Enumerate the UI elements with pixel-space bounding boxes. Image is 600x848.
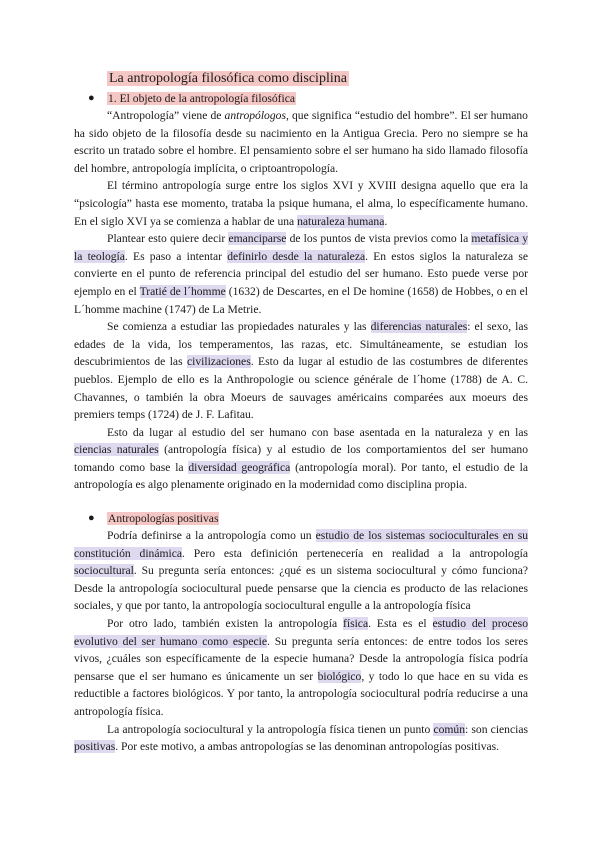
text-run: . Es paso a intentar — [124, 249, 228, 263]
text-run: , y todo lo que hace en su vida es reductible a factores biológicos. Y por tanto, la antropología sociocultural podría reducirse a una antropología física. — [74, 669, 528, 718]
text-run: . Esta es el — [368, 617, 433, 631]
text-run: Esto da lugar al estudio del ser humano con base asentada en la naturaleza y en las — [107, 425, 528, 439]
highlighted-text: emanciparse — [228, 232, 287, 246]
highlighted-text: civilizaciones — [186, 355, 251, 369]
text-run: , que significa “estudio del hombre”. El ser humano ha sido objeto de la filosofía desde su nacimiento en la Antigua Grecia. Pero no siempre se ha escrito un tratado sobre el hombre. El pensamiento sobre el ser humano ha sido llamado filosofía del hombre, antropología implícita, o criptoantropología. — [74, 109, 528, 175]
highlighted-text: Tratié de l´homme — [139, 284, 226, 298]
paragraph — [74, 721, 528, 756]
bullet-icon: ● — [88, 512, 95, 525]
text-run: . En estos siglos la naturaleza se convierte en el punto de referencia principal del estudio del ser humano. Esto puede verse por ejemplo en el — [74, 249, 528, 298]
text-run: “Antropología” viene de — [107, 109, 225, 122]
text-run: . — [384, 214, 388, 228]
highlighted-text: ciencias naturales — [74, 443, 159, 457]
highlighted-text: naturaleza humana — [297, 214, 385, 228]
text-run: Por otro lado, también existen la antropología — [107, 617, 343, 631]
highlighted-text: definirlo desde la naturaleza — [227, 249, 366, 263]
text-run: : son ciencias — [465, 722, 529, 736]
section-heading-text: Antropologías positivas — [108, 512, 219, 526]
text-run: . Pero esta definición pertenecería en realidad a la antropología — [182, 546, 528, 560]
text-run: . Esto da lugar al estudio de las costumbres de diferentes pueblos. Ejemplo de ello es la Anthropologie ou science générale de l´home (1788) de A. C. Chavannes, o también la obra Moeurs de sauvages américains comparées aux moeurs des premiers temps (1724) de J. F. Lafitau. — [74, 355, 528, 422]
highlighted-text: estudio del proceso evolutivo del ser humano como especie — [74, 617, 528, 648]
section-gap — [74, 494, 528, 508]
paragraph — [74, 424, 528, 494]
paragraph — [74, 230, 528, 318]
paragraph — [74, 177, 528, 230]
text-run: Se comienza a estudiar las propiedades naturales y las — [107, 320, 371, 334]
text-run: La antropología sociocultural y la antropología física tienen un punto — [107, 722, 434, 736]
section-heading-text: 1. El objeto de la antropología filosófica — [108, 92, 296, 105]
paragraph — [74, 107, 528, 177]
document-body — [74, 90, 528, 756]
text-run: Plantear esto quiere decir — [107, 232, 229, 246]
bullet-icon: ● — [88, 92, 95, 104]
highlighted-text: estudio de los sistemas socioculturales en su constitución dinámica — [74, 529, 528, 560]
text-run: . Por este motivo, a ambas antropologías se las denominan antropologías positivas. — [115, 740, 500, 754]
highlighted-text: metafísica y la teología — [74, 232, 528, 263]
italic-text: antropólogos — [224, 109, 286, 122]
text-run: de los puntos de vista previos como la — [286, 232, 472, 246]
highlighted-text: sociocultural — [74, 564, 134, 578]
text-run: . Su pregunta sería entonces: ¿qué es un sistema sociocultural y cómo funciona? Desde la antropología sociocultural puede pensarse que la ciencia es producto de las relaciones sociales, y que por tanto, la antropología sociocultural engulle a la antropología física — [74, 564, 528, 613]
document-page — [74, 70, 528, 756]
section-heading — [74, 90, 528, 107]
document-title: La antropología filosófica como disciplina — [109, 71, 347, 86]
paragraph — [74, 615, 528, 721]
highlighted-text: positivas — [74, 740, 116, 754]
paragraph — [74, 318, 528, 424]
text-run: : el sexo, las edades de la vida, los temperamentos, las razas, etc. Simultáneamente, se estudian los descubrimientos de las — [74, 320, 529, 369]
text-run: (antropología física) y al estudio de los comportamientos del ser humano tomando como base la — [74, 443, 528, 474]
highlighted-text: común — [433, 722, 466, 736]
text-run: (1632) de Descartes, en el De homine (1658) de Hobbes, o en el L´homme machine (1747) de La Metrie. — [74, 284, 528, 316]
highlighted-text: diferencias naturales — [370, 320, 468, 334]
paragraph — [74, 527, 528, 615]
text-run: . Su pregunta sería entonces: de entre todos los seres vivos, ¿cuáles son específicamente de la especie humana? Desde la antropología física podría pensarse que el ser humano es únicamente un ser — [74, 634, 528, 683]
highlighted-text: biológico — [317, 669, 362, 683]
highlighted-text: física — [342, 617, 369, 631]
text-run: El término antropología surge entre los siglos XVI y XVIII designa aquello que era la “psicología” hasta ese momento, trataba la psique humana, el alma, lo específicamente humano. En el siglo XVI ya se comienza a hablar de una — [74, 179, 528, 228]
text-run: Podría definirse a la antropología como un — [107, 529, 316, 543]
text-run: (antropología moral). Por tanto, el estudio de la antropología es algo plenamente originado en la modernidad como disciplina propia. — [74, 460, 528, 492]
highlighted-text: diversidad geográfica — [188, 460, 291, 474]
section-heading — [74, 510, 528, 527]
